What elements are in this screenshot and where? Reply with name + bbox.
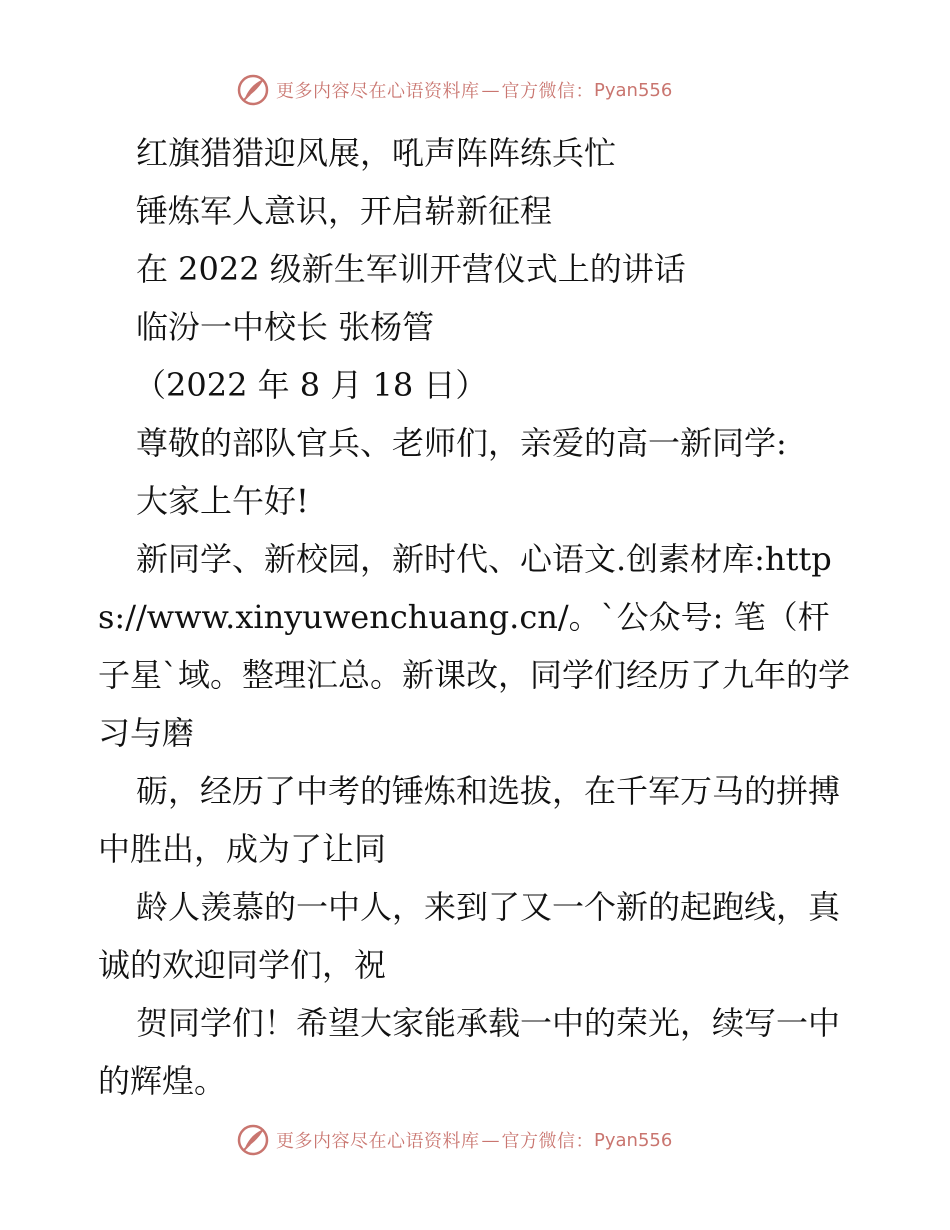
watermark-account: Pyan556 bbox=[594, 1129, 673, 1151]
watermark-text: 更多内容尽在心语资料库 bbox=[276, 81, 480, 102]
watermark-text: 更多内容尽在心语资料库 bbox=[276, 1131, 480, 1152]
speech-title-line-1: 红旗猎猎迎风展，吼声阵阵练兵忙 bbox=[136, 134, 617, 172]
watermark-footer bbox=[236, 1122, 756, 1158]
watermark-header bbox=[236, 72, 756, 108]
salutation: 尊敬的部队官兵、老师们，亲爱的高一新同学: bbox=[136, 424, 787, 462]
greeting: 大家上午好! bbox=[136, 482, 309, 520]
watermark-label: 官方微信： bbox=[501, 1131, 594, 1152]
speech-occasion: 在 2022 级新生军训开营仪式上的讲话 bbox=[136, 250, 686, 288]
document-body bbox=[98, 124, 858, 1110]
feather-pen-logo-icon bbox=[236, 73, 270, 107]
body-paragraph: 贺同学们！希望大家能承载一中的荣光，续写一中的辉煌。 bbox=[98, 1004, 841, 1100]
watermark-separator: — bbox=[481, 1129, 500, 1151]
speaker-name: 临汾一中校长 张杨管 bbox=[136, 308, 435, 346]
feather-pen-logo-icon bbox=[236, 1123, 270, 1157]
watermark-account: Pyan556 bbox=[594, 79, 673, 101]
speech-title-line-2: 锤炼军人意识，开启崭新征程 bbox=[136, 192, 553, 230]
body-paragraph: 龄人羡慕的一中人，来到了又一个新的起跑线，真诚的欢迎同学们，祝 bbox=[98, 888, 841, 984]
speech-date: （2022 年 8 月 18 日） bbox=[134, 366, 488, 404]
body-paragraph: 新同学、新校园，新时代、心语文.创素材库:https://www.xinyuwenchuang.cn/。`公众号: 笔（杆子星`域。整理汇总。新课改，同学们经历了九年的学习与磨 bbox=[98, 540, 851, 752]
watermark-separator: — bbox=[481, 79, 500, 101]
watermark-label: 官方微信： bbox=[501, 81, 594, 102]
body-paragraph: 砺，经历了中考的锤炼和选拔，在千军万马的拼搏中胜出，成为了让同 bbox=[98, 772, 841, 868]
